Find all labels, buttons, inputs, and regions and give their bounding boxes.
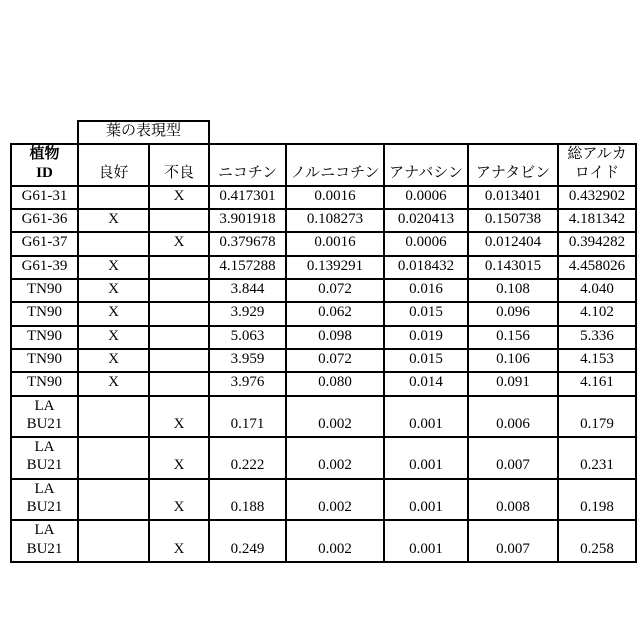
cell-plant-id: G61-39 — [11, 256, 78, 279]
cell-nornicotine: 0.002 — [286, 479, 384, 521]
cell-nornicotine: 0.080 — [286, 372, 384, 395]
cell-anatabine: 0.013401 — [468, 186, 558, 209]
table-row — [11, 256, 636, 279]
col-header-anatabine: アナタビン — [468, 144, 558, 186]
cell-anabasine: 0.0006 — [384, 186, 468, 209]
col-header-nornicotine: ノルニコチン — [286, 144, 384, 186]
cell-good: X — [78, 302, 149, 325]
col-header-bad: 不良 — [149, 144, 209, 186]
table-row — [11, 209, 636, 232]
cell-total-alkaloids: 0.231 — [558, 437, 636, 479]
cell-bad — [149, 302, 209, 325]
cell-total-alkaloids: 0.179 — [558, 396, 636, 438]
cell-bad: X — [149, 186, 209, 209]
cell-bad: X — [149, 479, 209, 521]
cell-good — [78, 396, 149, 438]
cell-anatabine: 0.006 — [468, 396, 558, 438]
cell-nicotine: 0.171 — [209, 396, 286, 438]
cell-plant-id: LA BU21 — [11, 396, 78, 438]
cell-good: X — [78, 349, 149, 372]
col-header-plant-id: 植物 ID — [11, 144, 78, 186]
cell-good: X — [78, 256, 149, 279]
cell-anabasine: 0.014 — [384, 372, 468, 395]
cell-bad — [149, 349, 209, 372]
cell-nicotine: 0.379678 — [209, 232, 286, 255]
col-header-total-alkaloids: 総アルカ ロイド — [558, 144, 636, 186]
cell-nicotine: 4.157288 — [209, 256, 286, 279]
cell-anabasine: 0.001 — [384, 437, 468, 479]
cell-anatabine: 0.096 — [468, 302, 558, 325]
cell-nornicotine: 0.002 — [286, 520, 384, 562]
cell-nornicotine: 0.002 — [286, 396, 384, 438]
cell-total-alkaloids: 0.394282 — [558, 232, 636, 255]
table-row — [11, 520, 636, 562]
cell-plant-id: G61-36 — [11, 209, 78, 232]
col-header-good: 良好 — [78, 144, 149, 186]
cell-plant-id: TN90 — [11, 279, 78, 302]
cell-nornicotine: 0.108273 — [286, 209, 384, 232]
table-row — [11, 349, 636, 372]
cell-bad — [149, 209, 209, 232]
cell-total-alkaloids: 4.161 — [558, 372, 636, 395]
spacer-cell — [209, 121, 636, 144]
cell-plant-id: G61-37 — [11, 232, 78, 255]
cell-total-alkaloids: 4.181342 — [558, 209, 636, 232]
cell-anatabine: 0.150738 — [468, 209, 558, 232]
cell-total-alkaloids: 4.102 — [558, 302, 636, 325]
cell-anatabine: 0.091 — [468, 372, 558, 395]
cell-plant-id: LA BU21 — [11, 479, 78, 521]
cell-total-alkaloids: 4.153 — [558, 349, 636, 372]
cell-nicotine: 0.249 — [209, 520, 286, 562]
cell-plant-id: LA BU21 — [11, 437, 78, 479]
cell-anatabine: 0.106 — [468, 349, 558, 372]
cell-anatabine: 0.156 — [468, 326, 558, 349]
cell-nicotine: 0.222 — [209, 437, 286, 479]
cell-bad — [149, 372, 209, 395]
table-row — [11, 437, 636, 479]
cell-good — [78, 232, 149, 255]
cell-total-alkaloids: 4.040 — [558, 279, 636, 302]
col-header-anabasine: アナバシン — [384, 144, 468, 186]
cell-total-alkaloids: 4.458026 — [558, 256, 636, 279]
cell-anabasine: 0.020413 — [384, 209, 468, 232]
cell-good — [78, 186, 149, 209]
cell-nicotine: 0.188 — [209, 479, 286, 521]
cell-good — [78, 520, 149, 562]
cell-plant-id: LA BU21 — [11, 520, 78, 562]
cell-anabasine: 0.001 — [384, 520, 468, 562]
table-row — [11, 326, 636, 349]
cell-nicotine: 5.063 — [209, 326, 286, 349]
cell-total-alkaloids: 0.432902 — [558, 186, 636, 209]
cell-anabasine: 0.001 — [384, 396, 468, 438]
cell-plant-id: TN90 — [11, 302, 78, 325]
cell-good — [78, 479, 149, 521]
table-row — [11, 279, 636, 302]
cell-plant-id: TN90 — [11, 372, 78, 395]
cell-nicotine: 3.976 — [209, 372, 286, 395]
group-header-leaf-phenotype: 葉の表現型 — [78, 121, 209, 144]
cell-nicotine: 3.901918 — [209, 209, 286, 232]
cell-nornicotine: 0.072 — [286, 349, 384, 372]
cell-total-alkaloids: 0.258 — [558, 520, 636, 562]
cell-anabasine: 0.019 — [384, 326, 468, 349]
cell-bad: X — [149, 396, 209, 438]
table-row — [11, 232, 636, 255]
cell-nornicotine: 0.062 — [286, 302, 384, 325]
cell-nornicotine: 0.002 — [286, 437, 384, 479]
cell-nicotine: 3.929 — [209, 302, 286, 325]
cell-anatabine: 0.007 — [468, 437, 558, 479]
cell-anatabine: 0.007 — [468, 520, 558, 562]
cell-anabasine: 0.015 — [384, 302, 468, 325]
cell-good: X — [78, 279, 149, 302]
cell-nicotine: 3.959 — [209, 349, 286, 372]
group-header-row — [11, 121, 636, 144]
table-row — [11, 186, 636, 209]
cell-good: X — [78, 372, 149, 395]
cell-nicotine: 0.417301 — [209, 186, 286, 209]
cell-good: X — [78, 209, 149, 232]
cell-nicotine: 3.844 — [209, 279, 286, 302]
cell-bad — [149, 326, 209, 349]
column-header-row — [11, 144, 636, 186]
cell-anatabine: 0.008 — [468, 479, 558, 521]
cell-nornicotine: 0.098 — [286, 326, 384, 349]
cell-anabasine: 0.015 — [384, 349, 468, 372]
cell-anatabine: 0.012404 — [468, 232, 558, 255]
cell-anatabine: 0.108 — [468, 279, 558, 302]
alkaloid-table-container — [10, 120, 637, 563]
cell-nornicotine: 0.072 — [286, 279, 384, 302]
cell-plant-id: TN90 — [11, 326, 78, 349]
table-body — [11, 186, 636, 562]
cell-bad — [149, 256, 209, 279]
cell-good: X — [78, 326, 149, 349]
cell-anabasine: 0.0006 — [384, 232, 468, 255]
alkaloid-table — [10, 120, 637, 563]
cell-anabasine: 0.018432 — [384, 256, 468, 279]
cell-nornicotine: 0.139291 — [286, 256, 384, 279]
table-row — [11, 372, 636, 395]
cell-bad: X — [149, 437, 209, 479]
cell-total-alkaloids: 5.336 — [558, 326, 636, 349]
cell-plant-id: TN90 — [11, 349, 78, 372]
table-row — [11, 302, 636, 325]
cell-total-alkaloids: 0.198 — [558, 479, 636, 521]
table-row — [11, 479, 636, 521]
col-header-nicotine: ニコチン — [209, 144, 286, 186]
cell-good — [78, 437, 149, 479]
spacer-cell — [11, 121, 78, 144]
cell-bad: X — [149, 520, 209, 562]
cell-anatabine: 0.143015 — [468, 256, 558, 279]
cell-bad — [149, 279, 209, 302]
cell-nornicotine: 0.0016 — [286, 186, 384, 209]
cell-plant-id: G61-31 — [11, 186, 78, 209]
cell-bad: X — [149, 232, 209, 255]
cell-anabasine: 0.001 — [384, 479, 468, 521]
cell-anabasine: 0.016 — [384, 279, 468, 302]
table-row — [11, 396, 636, 438]
cell-nornicotine: 0.0016 — [286, 232, 384, 255]
